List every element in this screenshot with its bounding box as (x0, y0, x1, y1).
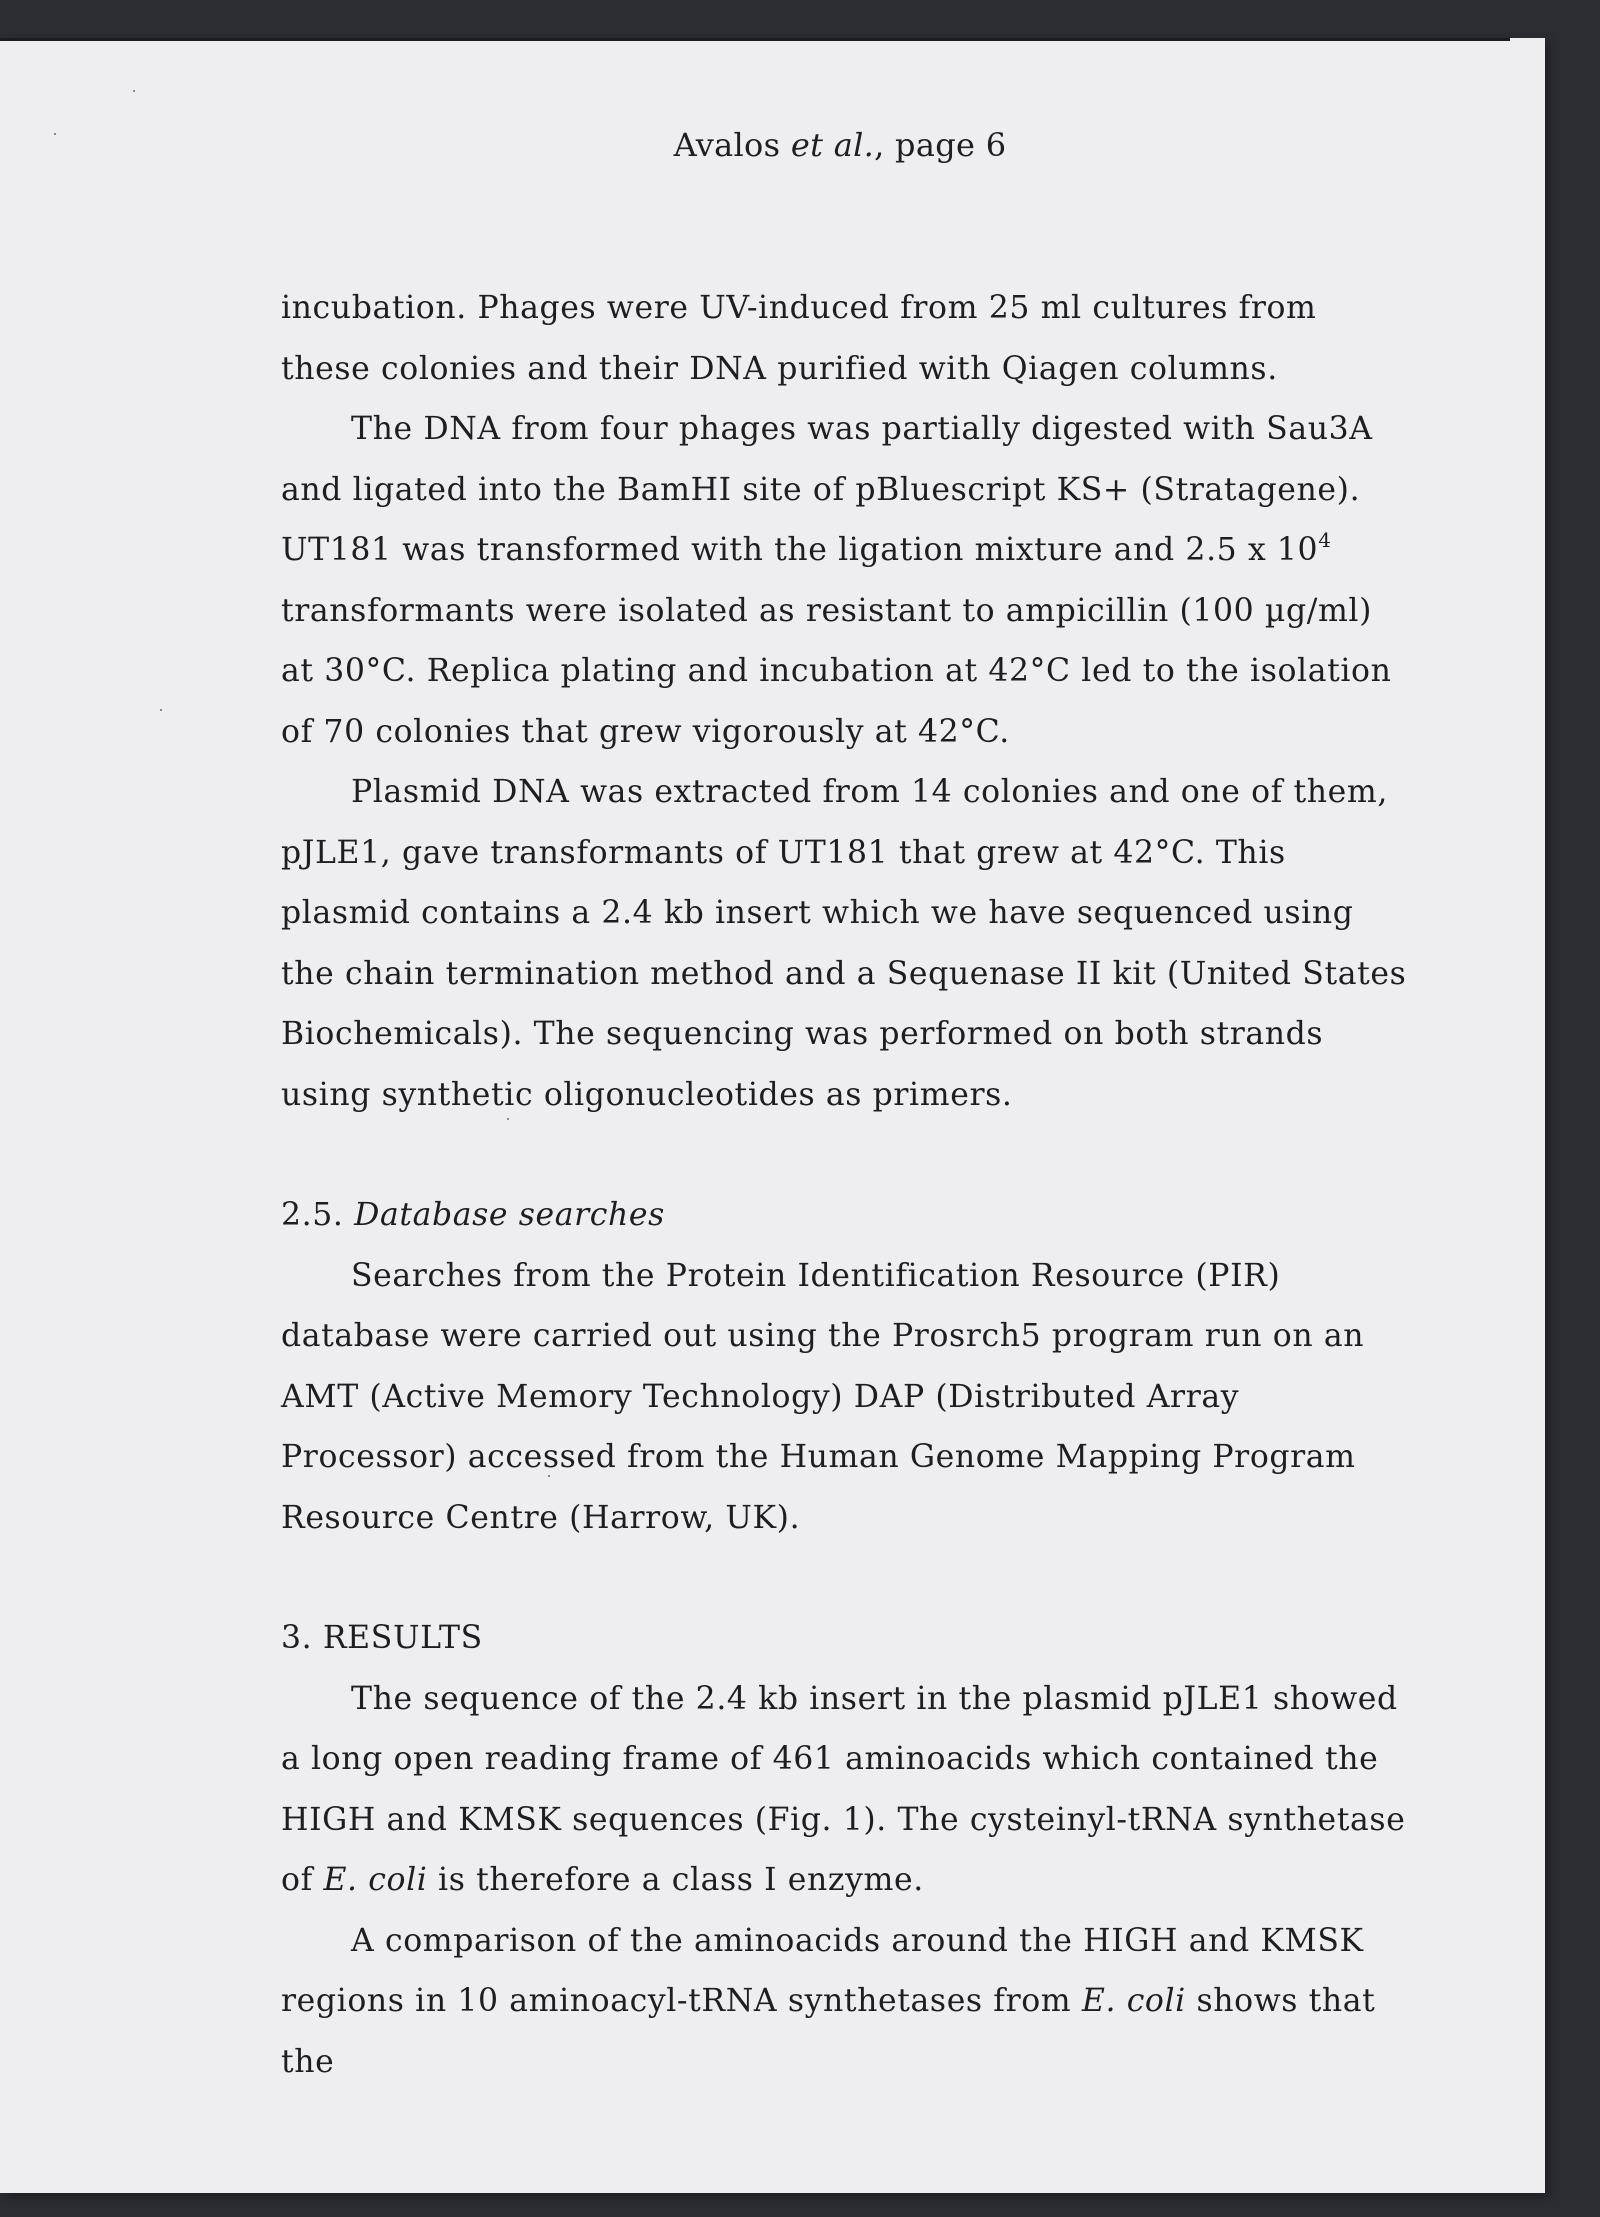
header-author: Avalos (673, 126, 781, 164)
paragraph-results-text-b: is therefore a class I enzyme. (427, 1862, 924, 1898)
section-number: 2.5. (281, 1197, 355, 1233)
page-header (0, 126, 1600, 164)
paragraph-results-text-a: The sequence of the 2.4 kb insert in the plasmid pJLE1 showed a long open reading frame of 461 aminoacids which contained the HIGH and KMSK sequences (Fig. 1). The cysteinyl-tRNA synthetase of (281, 1680, 1406, 1898)
paper-speck (160, 709, 162, 711)
header-etal: et al. (790, 126, 875, 164)
section-title: Database searches (354, 1197, 665, 1233)
section-heading-results: 3. RESULTS (281, 1620, 483, 1656)
species-name: E. coli (323, 1862, 428, 1898)
document-page (0, 38, 1545, 2193)
paragraph-phage-dna-text-b: transformants were isolated as resistant to ampicillin (100 µg/ml) at 30°C. Replica plating and incubation at 42°C led to the isolation of 70 colonies that grew vigorously at 42°C. (281, 592, 1392, 750)
paragraph-database-searches: Searches from the Protein Identification Resource (PIR) database were carried out using the Prosrch5 program run on an AMT (Active Memory Technology) DAP (Distributed Array Processor) accessed from the Human Genome Mapping Program Resource Centre (Harrow, UK). (281, 1257, 1365, 1536)
header-page-number: , page 6 (874, 126, 1007, 164)
paragraph-phage-dna (281, 399, 1411, 762)
paragraph-comparison (281, 1911, 1411, 2093)
paper-speck (133, 90, 135, 92)
paragraph-comparison-text-b: shows that the (281, 1983, 1376, 2080)
paragraph-comparison-text-a: A comparison of the aminoacids around the HIGH and KMSK regions in 10 aminoacyl-tRNA synthetases from (281, 1922, 1364, 2019)
paragraph-plasmid-dna: Plasmid DNA was extracted from 14 colonies and one of them, pJLE1, gave transformants of UT181 that grew at 42°C. This plasmid contains a 2.4 kb insert which we have sequenced using the chain termination method and a Sequenase II kit (United States Biochemicals). The sequencing was performed on both strands using synthetic oligonucleotides as primers. (281, 774, 1407, 1113)
species-name: E. coli (1081, 1983, 1186, 2019)
exponent: 4 (1318, 528, 1332, 552)
top-rule (0, 38, 1510, 41)
body-text (281, 278, 1411, 2092)
paragraph-continuation: incubation. Phages were UV-induced from 25 ml cultures from these colonies and their DNA purified with Qiagen columns. (281, 290, 1317, 387)
paragraph-results-sequence (281, 1669, 1411, 1911)
section-heading-database-searches (281, 1185, 1411, 1246)
paragraph-phage-dna-text-a: The DNA from four phages was partially digested with Sau3A and ligated into the BamHI site of pBluescript KS+ (Stratagene). UT181 was transformed with the ligation mixture and 2.5 x 10 (281, 411, 1373, 568)
